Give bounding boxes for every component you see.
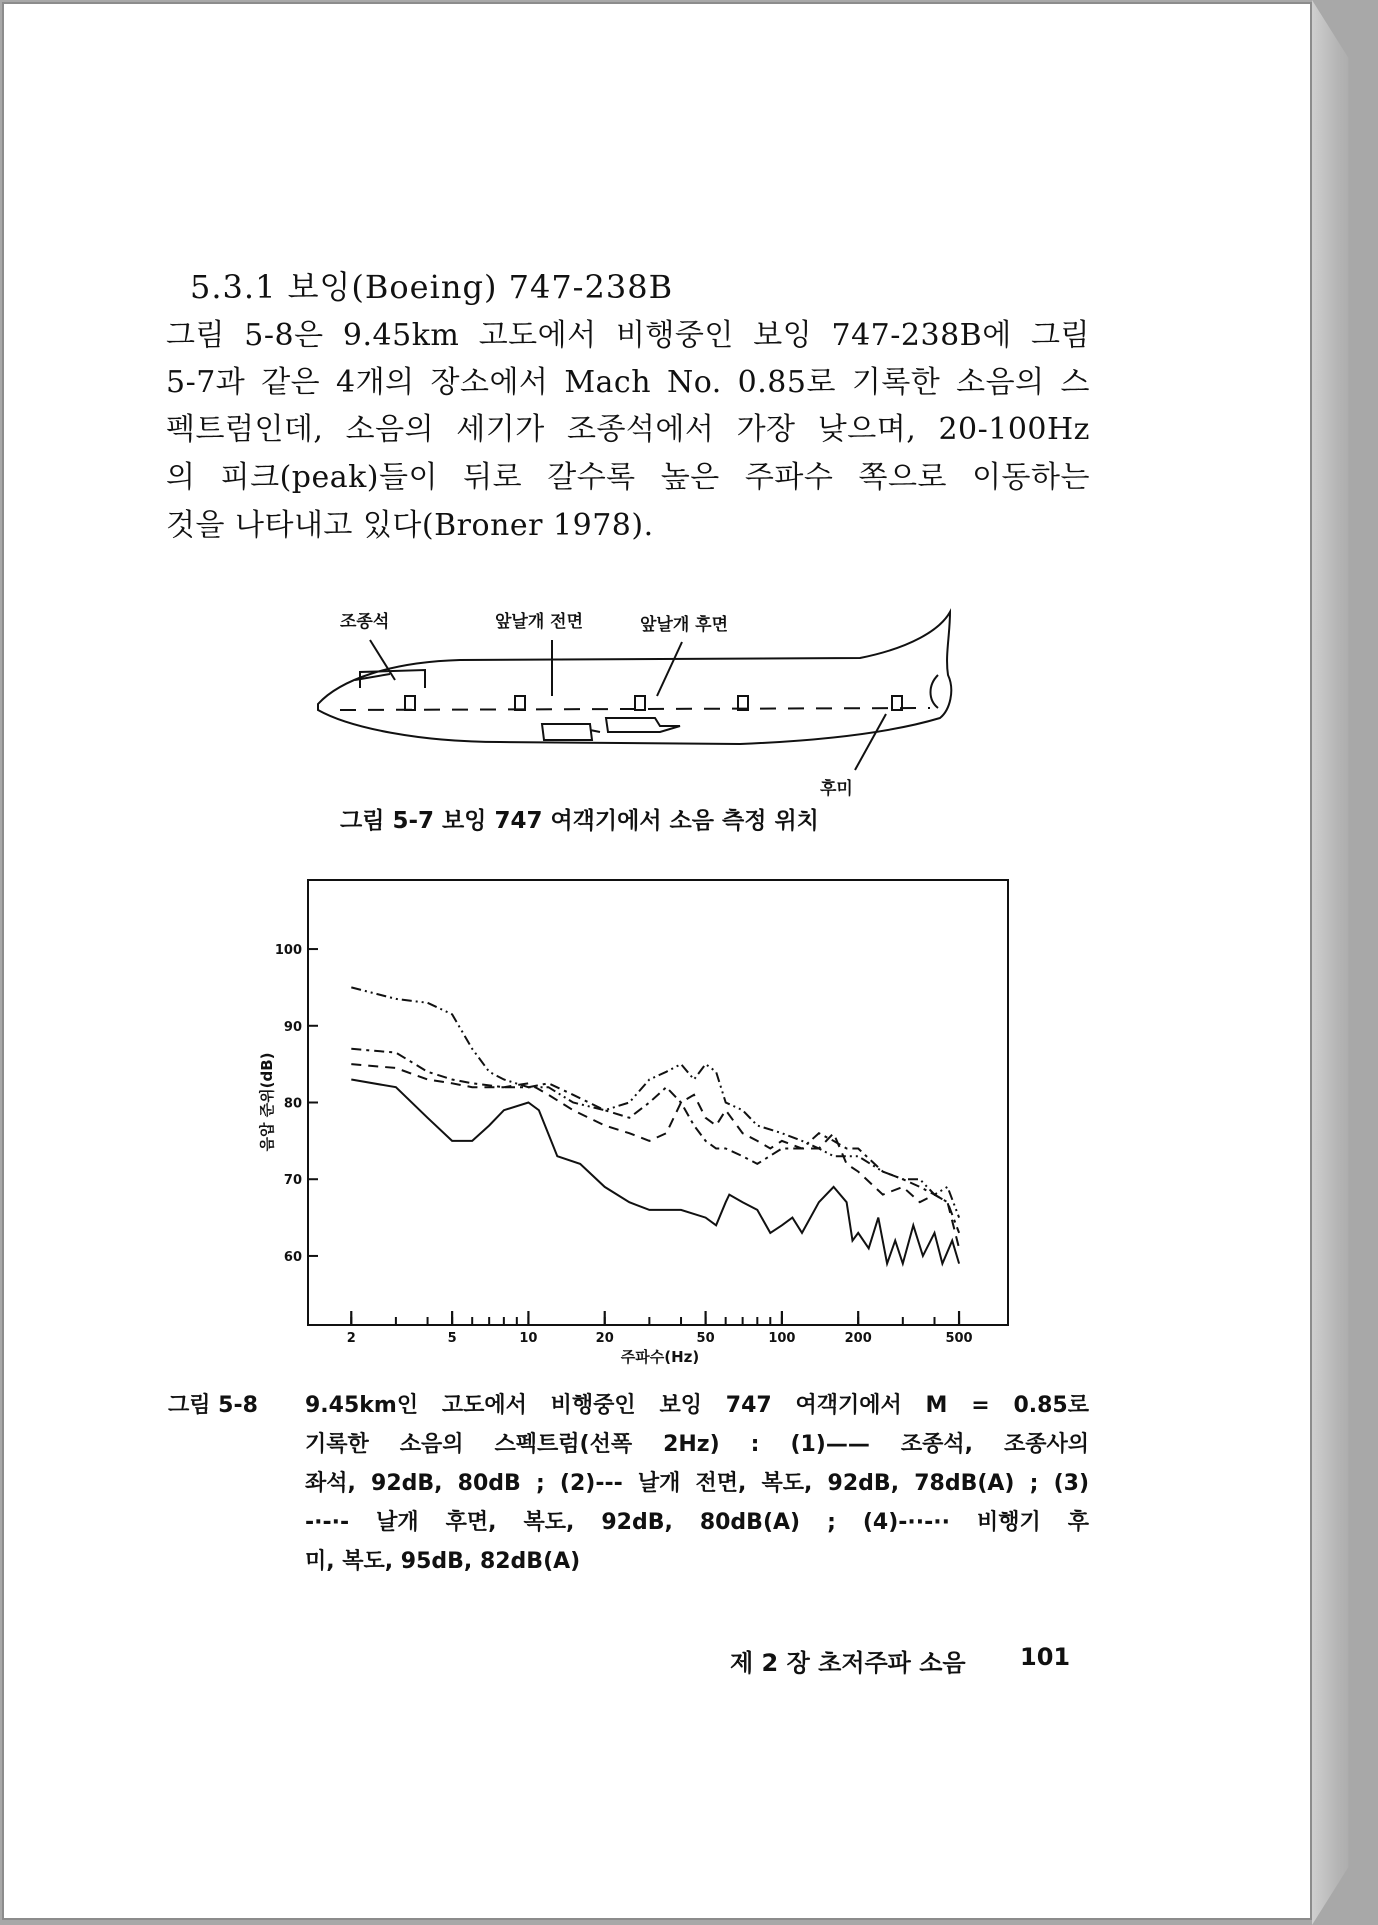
x-axis-label: 주파수(Hz) — [620, 1348, 700, 1366]
cockpit-window — [360, 670, 425, 688]
body-text-line: 것을 나타내고 있다(Broner 1978). — [166, 508, 654, 543]
figure-5-7-caption: 그림 5-7 보잉 747 여객기에서 소음 측정 위치 — [340, 808, 819, 834]
section-heading — [190, 262, 673, 308]
section-title-text: 보잉(Boeing) 747-238B — [287, 268, 674, 306]
y-tick-label: 60 — [283, 1249, 302, 1265]
label-wing-front: 앞날개 전면 — [495, 612, 584, 632]
x-tick-label: 10 — [519, 1331, 538, 1346]
seat-marker — [405, 696, 415, 710]
body-text-line: 그림 5-8은 9.45km 고도에서 비행중인 보잉 747-238B에 그림 — [166, 318, 1090, 353]
section-number: 5.3.1 — [190, 268, 277, 306]
label-wing-rear: 앞날개 후면 — [640, 615, 729, 635]
body-text-line: 펙트럼인데, 소음의 세기가 조종석에서 가장 낮으며, 20-100Hz — [166, 412, 1090, 447]
figure-5-8-caption-line: 미, 복도, 95dB, 82dB(A) — [305, 1549, 581, 1574]
y-tick-label: 70 — [283, 1173, 302, 1189]
noise-spectrum-chart — [250, 870, 1030, 1370]
page-number: 101 — [1020, 1643, 1071, 1671]
figure-5-8-caption-line: 기록한 소음의 스펙트럼(선폭 2Hz) : (1)—— 조종석, 조종사의 — [305, 1432, 1089, 1457]
figure-5-8-caption-line: 9.45km인 고도에서 비행중인 보잉 747 여객기에서 M = 0.85로 — [305, 1393, 1089, 1418]
figure-5-8-caption-line: 좌석, 92dB, 80dB ; (2)--- 날개 전면, 복도, 92dB, 78dB(A) ; (3) — [305, 1471, 1089, 1496]
x-tick-label: 5 — [447, 1331, 457, 1346]
series-line-3 — [351, 1049, 959, 1233]
x-tick-label: 200 — [844, 1331, 872, 1346]
label-cockpit: 조종석 — [340, 612, 390, 632]
x-tick-label: 100 — [768, 1331, 796, 1346]
seat-marker — [635, 696, 645, 710]
engine — [606, 718, 680, 732]
x-tick-label: 2 — [346, 1331, 356, 1346]
engine — [542, 724, 600, 740]
fuselage-outline — [318, 612, 951, 744]
series-line-4 — [351, 987, 959, 1217]
y-tick-label: 100 — [274, 943, 302, 959]
body-text-line: 5-7과 같은 4개의 장소에서 Mach No. 0.85로 기록한 소음의 스 — [166, 365, 1090, 400]
pointer-arrow — [855, 714, 886, 770]
series-line-2 — [351, 1064, 959, 1248]
series-line-1 — [351, 1080, 959, 1264]
x-tick-label: 500 — [945, 1331, 973, 1346]
y-tick-label: 80 — [283, 1096, 302, 1112]
page-curl-edge — [1312, 0, 1378, 1925]
tail-fin-detail — [931, 675, 939, 708]
body-text-line: 의 피크(peak)들이 뒤로 갈수록 높은 주파수 쪽으로 이동하는 — [166, 460, 1090, 495]
y-tick-label: 90 — [283, 1019, 302, 1035]
seat-marker — [515, 696, 525, 710]
pointer-arrow — [370, 640, 395, 680]
x-tick-label: 50 — [696, 1331, 715, 1346]
figure-5-8-caption-line: -·-·- 날개 후면, 복도, 92dB, 80dB(A) ; (4)-··-·· 비행기 후 — [305, 1510, 1089, 1535]
figure-5-8-number: 그림 5-8 — [168, 1393, 258, 1418]
label-tail: 후미 — [820, 779, 853, 799]
pointer-arrow — [657, 642, 682, 696]
footer-chapter: 제 2 장 초저주파 소음 — [730, 1649, 966, 1677]
x-tick-label: 20 — [595, 1331, 614, 1346]
airplane-diagram — [300, 600, 980, 800]
y-axis-label: 음압 준위(dB) — [258, 1052, 276, 1152]
